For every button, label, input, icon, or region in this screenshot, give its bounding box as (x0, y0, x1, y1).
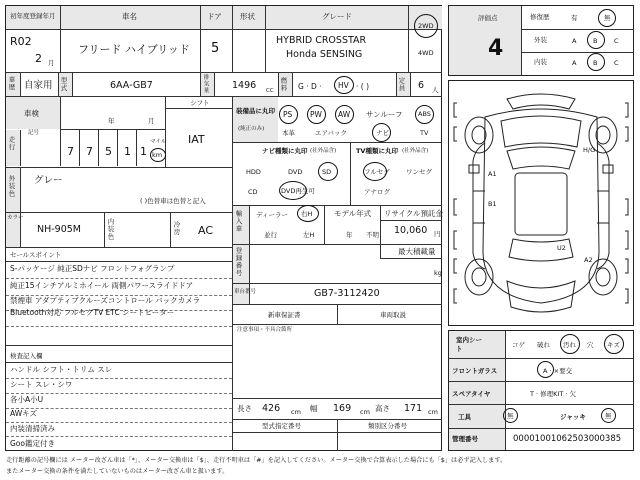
interior-seat-label: 室内シート (456, 336, 482, 354)
model-year-label: モデル年式 (334, 209, 372, 218)
jack-none: 無 (605, 412, 612, 420)
damage-u2: U2 (557, 244, 566, 252)
exterior-c: C (614, 37, 619, 45)
load-label: 最大積載量 (398, 247, 436, 256)
inspection-month: 月 (148, 117, 155, 125)
door-label: ドア (207, 12, 222, 21)
fuel-hv: HV (338, 81, 349, 90)
fuel-options: G · D · (298, 82, 322, 91)
management-number: 00001001062503000385 (513, 434, 622, 444)
repair-no: 無 (604, 14, 611, 22)
recycle-label: リサイクル預託金 (384, 209, 443, 218)
displacement-unit: CC (266, 88, 274, 94)
tv-fullseg: フルセグ (364, 168, 390, 176)
car-name: フリード ハイブリッド (78, 43, 190, 56)
inspector-line-3: 各小A小U (10, 395, 44, 404)
equip-pw: PW (310, 110, 322, 119)
mileage-digit-3: 5 (105, 145, 112, 158)
displacement-label: 排気量 (202, 74, 209, 94)
mileage-digit-5: 1 (140, 145, 147, 158)
equip-airbag: エアバック (315, 129, 347, 137)
inspector-line-1: ハンドル シフト・トリム スレ (10, 365, 113, 374)
capacity: 6 (418, 80, 425, 91)
capacity-unit: 人 (432, 86, 439, 94)
load-unit: kg (434, 269, 442, 277)
height-label: 高さ (375, 404, 390, 413)
navi-sd: SD (322, 168, 332, 176)
equip-aw: AW (338, 110, 351, 119)
repair-yes: 有 (571, 14, 578, 22)
interior-b: B (593, 59, 598, 67)
inspector-line-2: シート スレ・シワ (10, 380, 73, 389)
tools-label: 工具 (458, 413, 471, 421)
import-parallel: 並行 (264, 231, 277, 239)
new-car-warranty: 新車保証書 (268, 311, 301, 319)
navi-cd: CD (248, 188, 258, 196)
height-value: 171 (404, 403, 423, 414)
selling-point-4: Bluetooth対応 フルセグTV ETC シートヒーター (10, 308, 175, 317)
import-label: 輸入車 (234, 210, 243, 233)
grade-line2: Honda SENSING (286, 49, 363, 60)
seat-stain: 汚れ (563, 341, 576, 349)
damage-a2: A2 (584, 256, 593, 264)
equip-abs: ABS (418, 110, 431, 118)
spare-tire-options: T · 修理KIT · 欠 (530, 390, 577, 398)
length-value: 426 (262, 403, 281, 414)
jack-label: ジャッキ (560, 413, 586, 421)
car-name-label: 車名 (122, 12, 137, 21)
ac-value: AC (198, 224, 214, 237)
chassis-label: 車台番号 (234, 289, 257, 295)
header-label-band (6, 6, 442, 29)
seat-scratch: キズ (607, 341, 620, 349)
tv-analog: アナログ (364, 188, 390, 196)
navi-dvd-play: DVD再生可 (281, 187, 315, 195)
shape-label: 形状 (240, 12, 255, 21)
selling-points-label: セールスポイント (10, 251, 62, 259)
seat-burn: コゲ (512, 341, 525, 349)
navi-hdd: HDD (246, 168, 261, 176)
tv-oneseg: ワンセグ (406, 168, 432, 176)
score-value: 4 (488, 36, 504, 61)
notes-label: 注意事項・不具合箇所 (237, 327, 293, 333)
km-label: km (152, 151, 163, 159)
grade-label: グレード (322, 12, 352, 21)
navi-label: ナビ種類に丸印 (262, 147, 308, 155)
mileage-digit-2: 7 (86, 145, 93, 158)
recycle-value: 10,060 (394, 225, 428, 236)
navi-sub: (社外品含) (310, 148, 337, 154)
mileage-digit-4: 1 (124, 145, 131, 158)
selling-point-1: S-パッケージ 純正SDナビ フロントフォグランプ (10, 264, 175, 273)
damage-hg: H/G (583, 146, 596, 154)
width-value: 169 (333, 403, 352, 414)
exterior-score-label: 外装 (534, 36, 547, 44)
left-handle: 左H (303, 231, 315, 239)
classification-label: 車歴 (7, 76, 16, 91)
width-label: 幅 (310, 404, 318, 413)
repair-label: 修復歴 (530, 13, 550, 21)
footer-note-2: またメーター交換の条件を満たしていないものはメーター改ざん車と扱います。 (6, 468, 229, 475)
first-reg-year: R02 (10, 35, 32, 48)
front-glass-label: フロントガラス (452, 367, 498, 375)
car-damage-diagram (449, 81, 633, 325)
front-glass-options: A · ×要交 (543, 367, 573, 375)
capacity-label: 定員 (397, 77, 406, 92)
month-unit: 月 (48, 59, 55, 67)
first-reg-label: 初年度登録年月 (10, 12, 56, 20)
classification: 自家用 (24, 80, 53, 91)
model-label: 型式 (59, 77, 68, 92)
record-label: 記号 (28, 130, 40, 136)
seat-tear: 破れ (537, 341, 550, 349)
type-designation-label: 型式指定番号 (262, 422, 301, 430)
interior-score-label: 内装 (534, 58, 547, 66)
equipment-sub: (純正のみ) (238, 126, 265, 132)
length-label: 長さ (237, 404, 252, 413)
management-label: 管理番号 (452, 435, 478, 443)
selling-point-2: 純正15インチアルミホイール 両側パワースライドドア (10, 281, 194, 290)
first-reg-month: 2 (35, 52, 42, 65)
recycle-unit: 円 (434, 230, 441, 238)
inspector-line-4: AWキズ (10, 409, 37, 418)
score-label: 評価点 (478, 14, 498, 22)
exterior-a: A (572, 37, 577, 45)
exterior-b: B (593, 37, 598, 45)
navi-dvd: DVD (288, 168, 303, 176)
ac-label: 冷房 (172, 221, 181, 236)
inspector-line-6: Goo鑑定付き (10, 439, 55, 448)
interior-c: C (614, 59, 619, 67)
chassis-value: GB7-3112420 (314, 288, 380, 299)
grade-line1: HYBRID CROSSTAR (276, 35, 367, 46)
mileage-label: 走行 (7, 136, 16, 151)
height-unit: cm (428, 408, 438, 416)
interior-color-label: 内装色 (106, 218, 115, 241)
model-year-unknown: 不明 (366, 231, 379, 239)
equip-tv: TV (420, 129, 429, 137)
model-year-unit: 年 (346, 231, 353, 239)
shift-value: IAT (188, 133, 205, 146)
equipment-label: 装備品に丸印 (236, 107, 275, 115)
mile-label: マイル (150, 139, 167, 145)
tv-label: TV種類に丸印 (356, 147, 398, 155)
repaint-note: ( )色替車は色替と記入 (140, 197, 206, 205)
tools-none: 無 (507, 412, 514, 420)
equip-sunroof: サンルーフ (366, 110, 403, 119)
inspector-line-5: 内装清掃済み (10, 424, 55, 433)
selling-point-3: 禁煙車 アダプティブクルーズコントロール バックカメラ (10, 296, 201, 305)
header-rule (6, 29, 442, 30)
footer-note-1: 走行距離の記号欄には メーター改ざん車は「*」、メーター交換車は「$」、走行不明車は「#」を記入してください。メーター交換で合算表示した場合にも「$」は必ず記入します。 (6, 457, 507, 464)
model: 6AA-GB7 (110, 80, 153, 91)
shift-label: シフト (190, 99, 210, 107)
fuel-rest: · ( ) (356, 82, 370, 91)
right-handle: 右H (301, 210, 313, 218)
color-code-label: カラー (7, 215, 24, 221)
inspection-year: 年 (108, 117, 115, 125)
equip-ps: PS (283, 110, 293, 119)
spare-tire-label: スペアタイヤ (452, 390, 491, 398)
equip-navi: ナビ (376, 129, 389, 137)
door-count: 5 (211, 41, 220, 56)
drive-2wd: 2WD (418, 22, 434, 30)
inspection-label: 車検 (24, 109, 39, 118)
class-number-label: 類別区分番号 (368, 422, 407, 430)
damage-a1: A1 (488, 170, 497, 178)
exterior-color-label: 外装色 (7, 175, 16, 198)
drive-4wd: 4WD (418, 49, 434, 57)
width-unit: cm (360, 408, 370, 416)
mileage-digit-1: 7 (67, 145, 74, 158)
color-code: NH-905M (37, 224, 82, 235)
owner-manual: 車両取説 (380, 311, 406, 319)
inspector-label: 検査記入欄 (10, 352, 43, 360)
registration-label: 登録番号 (234, 247, 243, 277)
interior-a: A (572, 59, 577, 67)
import-dealer: ディーラー (256, 211, 288, 219)
displacement: 1496 (232, 80, 257, 91)
fuel-label: 燃料 (279, 77, 288, 92)
damage-b1: B1 (488, 200, 497, 208)
tv-sub: (社外品含) (402, 148, 429, 154)
exterior-color: グレー (34, 175, 63, 186)
equip-leather: 本革 (282, 129, 295, 137)
length-unit: cm (291, 408, 301, 416)
seat-hole: 穴 (587, 341, 594, 349)
